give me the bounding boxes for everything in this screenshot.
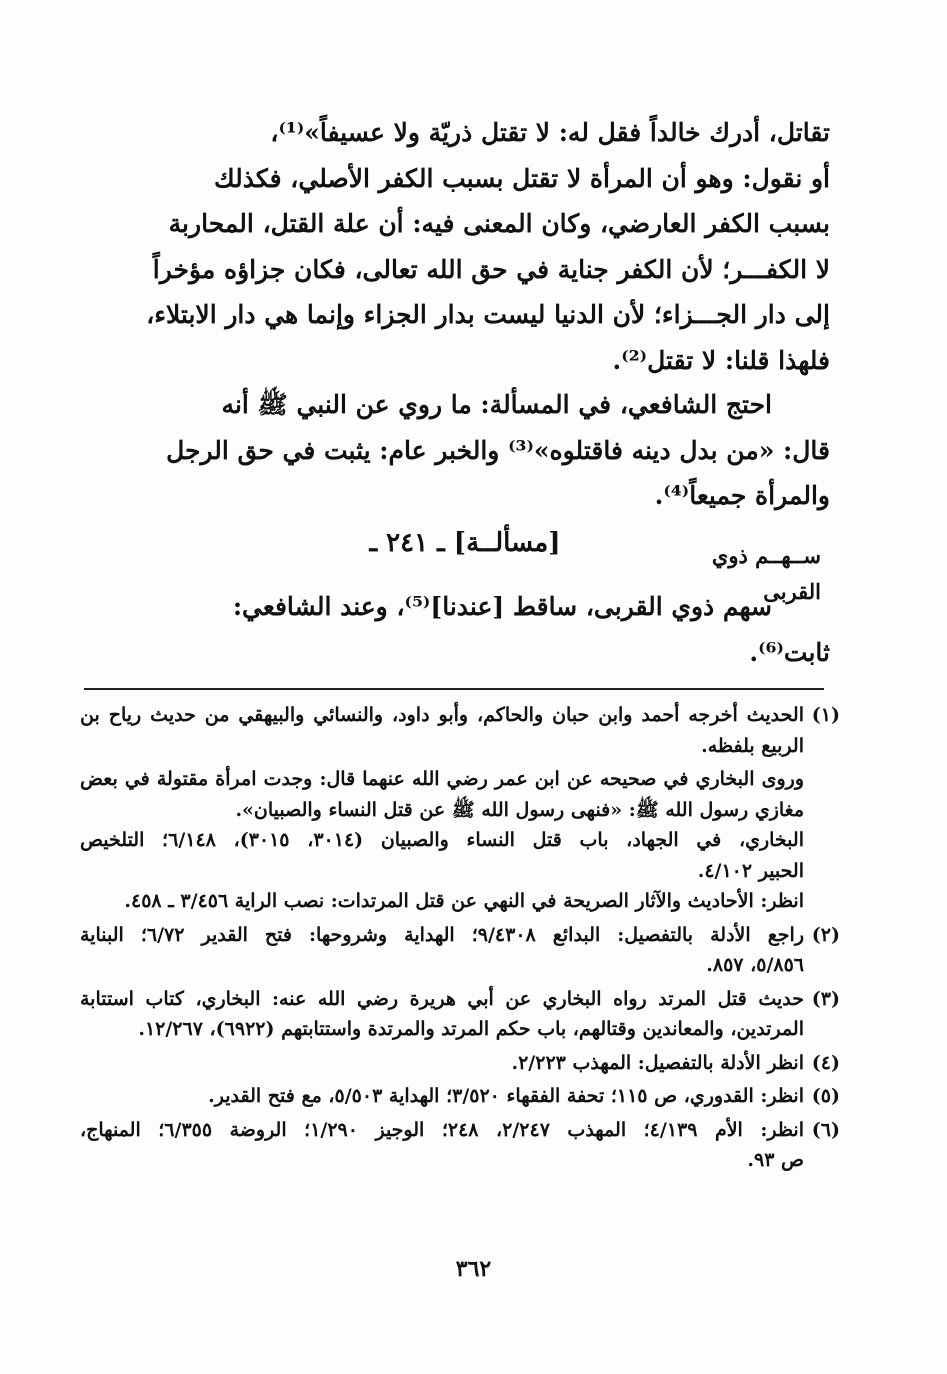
footnote-separator bbox=[84, 688, 824, 690]
footnote-line: حديث قتل المرتد رواه البخاري عن أبي هريرة رضي الله عنه: البخاري، كتاب استتابة bbox=[80, 987, 804, 1010]
footnote bbox=[80, 1048, 840, 1079]
text-line: والمرأة جميعاً⁽⁴⁾. bbox=[654, 481, 830, 510]
footnotes bbox=[80, 700, 840, 1179]
footnote-subparagraph bbox=[80, 886, 840, 917]
footnote-text bbox=[80, 1081, 804, 1112]
text-line: احتج الشافعي، في المسألة: ما روي عن النبي ﷺ أنه bbox=[221, 390, 772, 419]
footnote bbox=[80, 1081, 840, 1112]
footnote bbox=[80, 920, 840, 981]
footnote-line: الربيع بلفظه. bbox=[701, 734, 804, 757]
text-line: فلهذا قلنا: لا تقتل⁽²⁾. bbox=[612, 345, 830, 375]
text-line: تقاتل، أدرك خالداً فقل له: لا تقتل ذريّة ولا عسيفاً»⁽¹⁾، bbox=[270, 118, 830, 147]
footnote-line: البخاري، في الجهاد، باب قتل النساء والصبيان (٣٠١٤، ٣٠١٥)، ٦/١٤٨؛ التلخيص bbox=[80, 829, 804, 851]
footnote-text bbox=[80, 1115, 804, 1176]
footnote-line: راجع الأدلة بالتفصيل: البدائع ٩/٤٣٠٨؛ الهداية وشروحها: فتح القدير ٦/٧٢؛ البناية bbox=[80, 923, 804, 946]
footnote bbox=[80, 1115, 840, 1176]
footnote-line: انظر: الأحاديث والآثار الصريحة في النهي عن قتل المرتدات: نصب الراية ٣/٤٥٦ ـ ٤٥٨. bbox=[124, 890, 804, 912]
footnote-text bbox=[80, 1048, 804, 1079]
text-line: إلى دار الجـــزاء؛ لأن الدنيا ليست بدار الجزاء وإنما هي دار الابتلاء، bbox=[146, 300, 830, 329]
footnote-text bbox=[80, 984, 804, 1045]
footnote-number: (٢) bbox=[811, 923, 840, 946]
footnote-text bbox=[80, 920, 804, 981]
footnote-line: ٥/٨٥٦، ٨٥٧. bbox=[706, 954, 804, 976]
text-line: ثابت⁽⁶⁾. bbox=[749, 637, 830, 667]
footnote bbox=[80, 700, 840, 761]
footnote-number: (٦) bbox=[811, 1118, 840, 1141]
footnote-line: الحبير ٤/١٠٢. bbox=[697, 859, 804, 882]
body-paragraph-1 bbox=[78, 110, 830, 383]
footnote-text bbox=[80, 700, 804, 761]
footnote-number: (٣) bbox=[811, 987, 840, 1010]
body-paragraph-3 bbox=[170, 584, 830, 675]
footnote-subparagraph bbox=[80, 825, 840, 886]
footnote-number: (١) bbox=[811, 704, 840, 726]
body-paragraph-2 bbox=[78, 382, 830, 519]
footnote bbox=[80, 984, 840, 1045]
text-line: سهم ذوي القربى، ساقط [عندنا]⁽⁵⁾، وعند الشافعي: bbox=[232, 592, 772, 621]
text-line: قال: «من بدل دينه فاقتلوه»⁽³⁾ والخبر عام: يثبت في حق الرجل bbox=[166, 435, 830, 465]
footnote-line: ص ٩٣. bbox=[747, 1149, 804, 1171]
footnote-line: وروى البخاري في صحيحه عن ابن عمر رضي الله عنهما قال: وجدت امرأة مقتولة في بعض bbox=[80, 768, 804, 790]
footnote-line: مغازي رسول الله ﷺ: «فنهى رسول الله ﷺ عن قتل النساء والصبيان». bbox=[235, 798, 804, 821]
footnote-number: (٥) bbox=[811, 1085, 840, 1107]
text-line: أو نقول: وهو أن المرأة لا تقتل بسبب الكفر الأصلي، فكذلك bbox=[214, 163, 830, 193]
text-line: لا الكفـــر؛ لأن الكفر جناية في حق الله تعالى، فكان جزاؤه مؤخراً bbox=[152, 254, 830, 284]
footnote-line: انظر الأدلة بالتفصيل: المهذب ٢/٢٢٣. bbox=[511, 1051, 804, 1074]
footnote-line: انظر: القدوري، ص ١١٥؛ تحفة الفقهاء ٣/٥٢٠؛ الهداية ٥/٥٠٣، مع فتح القدير. bbox=[208, 1085, 804, 1107]
text-line: بسبب الكفر العارضي، وكان المعنى فيه: أن علة القتل، المحاربة bbox=[168, 209, 830, 238]
margin-note-line: ســهــم ذوي bbox=[711, 543, 821, 568]
margin-note-line: القربى bbox=[763, 579, 821, 604]
page-number: ٣٦٢ bbox=[455, 1256, 492, 1282]
footnote-line: انظر: الأم ٤/١٣٩؛ المهذب ٢/٢٤٧، ٢٤٨؛ الوجيز ١/٢٩٠؛ الروضة ٦/٣٥٥؛ المنهاج، bbox=[80, 1118, 804, 1141]
issue-heading: [مسألــة] ـ ٢٤١ ـ bbox=[369, 528, 561, 558]
footnote-subparagraph bbox=[80, 764, 840, 825]
footnote-number: (٤) bbox=[811, 1051, 840, 1074]
footnote-line: المرتدين، والمعاندين وقتالهم، باب حكم المرتد والمرتدة واستتابتهم (٦٩٢٢)، ١٢/٢٦٧. bbox=[138, 1018, 804, 1040]
footnote-line: الحديث أخرجه أحمد وابن حبان والحاكم، وأبو داود، والنسائي والبيهقي من حديث رياح بن bbox=[80, 704, 804, 726]
